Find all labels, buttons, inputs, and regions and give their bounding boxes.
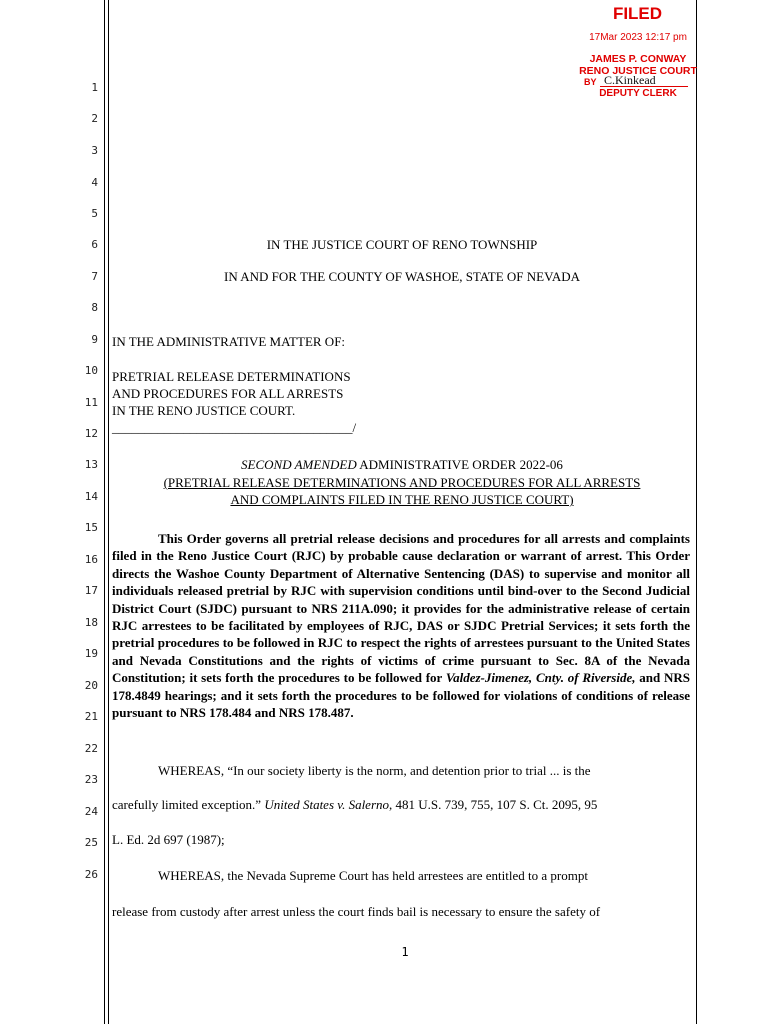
left-margin-rule-outer [104, 0, 105, 1024]
line-number: 7 [91, 270, 98, 283]
matter-closing-rule: _____________________________________/ [112, 420, 357, 435]
right-margin-rule [696, 0, 697, 1024]
line-number: 16 [84, 553, 98, 566]
line-number: 9 [91, 333, 98, 346]
whereas1-line1: WHEREAS, “In our society liberty is the norm, and detention prior to trial ... is the [158, 763, 591, 778]
line-number: 5 [91, 207, 98, 220]
line-number: 24 [84, 805, 98, 818]
line-number: 19 [84, 647, 98, 660]
deputy-signature: C.Kinkead [604, 73, 656, 87]
line-number: 3 [91, 144, 98, 157]
left-margin-rule-inner [108, 0, 109, 1024]
filed-label: FILED [612, 4, 663, 23]
line-number: 12 [84, 427, 98, 440]
matter-line1: PRETRIAL RELEASE DETERMINATIONS [112, 369, 351, 384]
whereas1-line3: L. Ed. 2d 697 (1987); [112, 832, 225, 847]
line-number: 26 [84, 868, 98, 881]
order-title-italic: SECOND AMENDED [241, 457, 357, 472]
line-number: 18 [84, 616, 98, 629]
whereas1-line2-post: , 481 U.S. 739, 755, 107 S. Ct. 2095, 95 [389, 797, 598, 812]
order-title-rest: ADMINISTRATIVE ORDER 2022-06 [356, 457, 563, 472]
line-number: 17 [84, 584, 98, 597]
line-number: 14 [84, 490, 98, 503]
order-subtitle-line2: AND COMPLAINTS FILED IN THE RENO JUSTICE COURT) [230, 492, 574, 507]
line-number: 20 [84, 679, 98, 692]
clerk-court: RENO JUSTICE COURT [579, 65, 697, 77]
order-summary-paragraph [112, 530, 690, 721]
line-number: 15 [84, 521, 98, 534]
line-number: 2 [91, 112, 98, 125]
line-number: 6 [91, 238, 98, 251]
court-heading-line2: IN AND FOR THE COUNTY OF WASHOE, STATE OF NEVADA [223, 269, 580, 284]
whereas2-line2: release from custody after arrest unless the court finds bail is necessary to ensure the safety of [112, 904, 601, 919]
line-number: 10 [84, 364, 98, 377]
line-number: 23 [84, 773, 98, 786]
summary-case-citation: Valdez-Jimenez, Cnty. of Riverside, [445, 670, 636, 686]
line-number: 21 [84, 710, 98, 723]
whereas1-line2 [112, 797, 690, 813]
line-number: 22 [84, 742, 98, 755]
clerk-name: JAMES P. CONWAY [589, 53, 687, 65]
by-label: BY [584, 77, 597, 87]
order-title [112, 457, 692, 473]
filed-datetime: 17Mar 2023 12:17 pm [589, 32, 687, 43]
whereas2-line1: WHEREAS, the Nevada Supreme Court has held arrestees are entitled to a prompt [158, 868, 588, 883]
line-number: 25 [84, 836, 98, 849]
matter-line3: IN THE RENO JUSTICE COURT. [112, 403, 296, 418]
matter-line2: AND PROCEDURES FOR ALL ARRESTS [112, 386, 344, 401]
clerk-title: DEPUTY CLERK [599, 88, 677, 99]
line-number: 4 [91, 176, 98, 189]
summary-text-1: This Order governs all pretrial release decisions and procedures for all arrests and complaints filed in the Reno Justice Court (RJC) by probable cause declaration or warrant of arrest. This Order directs the Washoe County Department of Alternative Sentencing (DAS) to supervise and monitor all individuals released pretrial by RJC with supervision conditions until bind-over to the Second Judicial District Court (SJDC) pursuant to NRS 211A.090; it provides for the administrative release of certain RJC arrestees to be facilitated by employees of RJC, DAS or SJDC Pretrial Services; it sets forth the pretrial procedures to be followed in RJC to respect the rights of arrestees pursuant to the United States and Nevada Constitutions and the rights of victims of crime pursuant to Sec. 8A of the Nevada Constitution; it sets forth the procedures to be followed for [112, 531, 690, 686]
line-number: 8 [91, 301, 98, 314]
court-heading-line1: IN THE JUSTICE COURT OF RENO TOWNSHIP [266, 237, 538, 252]
page-number: 1 [401, 945, 409, 959]
line-number: 11 [84, 396, 98, 409]
whereas1-case-citation: United States v. Salerno [264, 797, 390, 812]
whereas1-line2-pre: carefully limited exception.” [112, 797, 265, 812]
order-subtitle-line1: (PRETRIAL RELEASE DETERMINATIONS AND PROCEDURES FOR ALL ARRESTS [163, 475, 641, 490]
summary-text-2: and NRS 178.4849 hearings; and it sets forth the procedures to be followed for violations of conditions of release pursuant to NRS 178.484 and NRS 178.487. [112, 670, 690, 721]
matter-label: IN THE ADMINISTRATIVE MATTER OF: [112, 334, 346, 349]
line-number: 13 [84, 458, 98, 471]
line-number: 1 [91, 81, 98, 94]
